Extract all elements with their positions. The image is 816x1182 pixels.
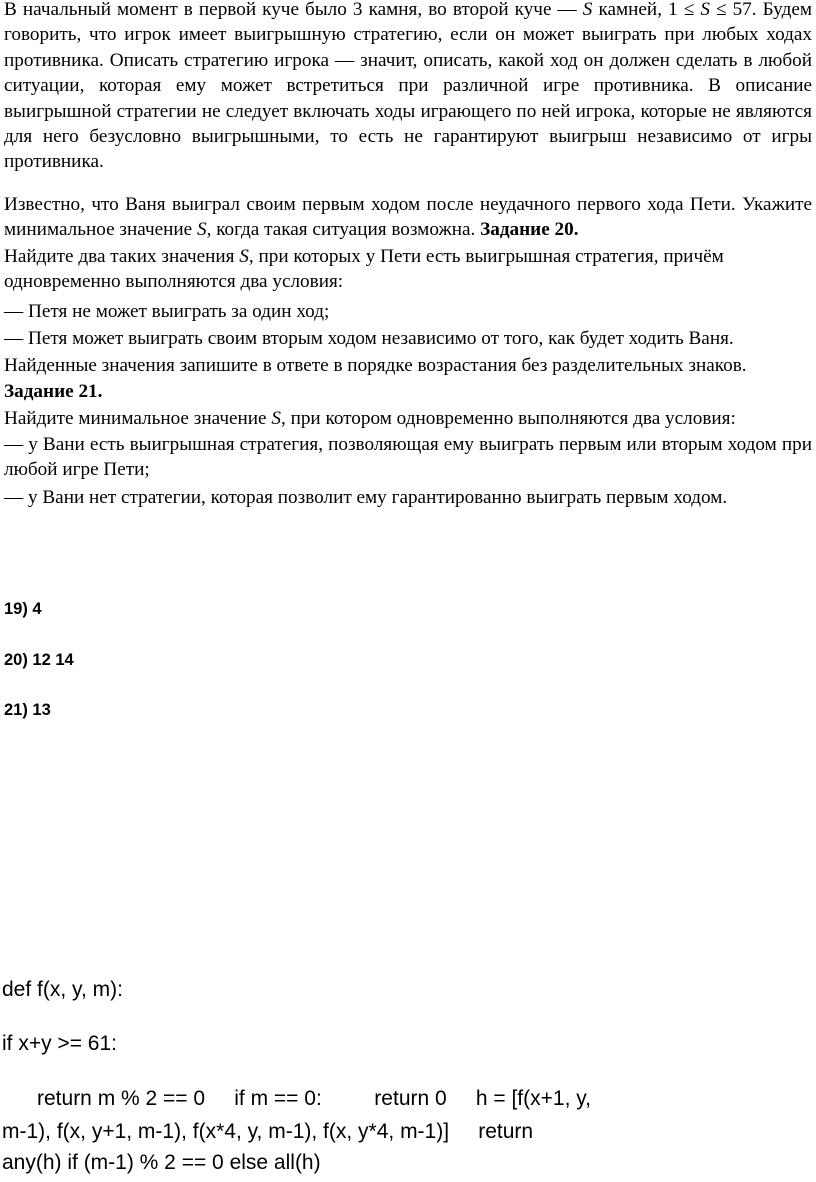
task-20-text-part-1: Найдите два таких значения [4,246,240,267]
task-20-condition-2: — Петя может выиграть своим вторым ходом независимо от того, как будет ходить Ваня. [4,328,734,349]
code-line-1: def f(x, y, m): [2,978,123,1001]
code-line-5: any(h) if (m-1) % 2 == 0 else all(h) [2,1151,321,1174]
code-line-3: return m % 2 == 0 if m == 0: return 0 h = [f(x+1, y, [2,1087,592,1110]
task-21-condition-1: — у Вани есть выигрышная стратегия, позволяющая ему выиграть первым или вторым ходом при любой игре Пети; [4,434,812,481]
task-20-heading: Задание 20. [480,219,579,241]
answer-21: 21) 13 [4,701,51,719]
task-20-text-part-2: , при которых у Пети есть выигрышная стратегия, причём одновременно выполняются два условия: [4,246,724,293]
variable-s: S [700,0,710,20]
task-21-text-part-2: , при котором одновременно выполняются два условия: [280,408,736,429]
task-19-text-part-2: , когда такая ситуация возможна. [206,219,481,241]
task-21-heading: Задание 21. [4,381,103,402]
answer-19: 19) 4 [4,600,42,618]
variable-s: S [197,219,207,241]
task-19-paragraph [4,192,812,243]
variable-s: S [271,408,281,429]
task-21-condition-2: — у Вани нет стратегии, которая позволит ему гарантированно выиграть первым ходом. [4,487,728,508]
intro-text-part-1: В начальный момент в первой куче было 3 камня, во второй куче — [4,0,583,20]
code-line-2: if x+y >= 61: [2,1032,117,1055]
intro-paragraph [4,0,812,175]
task-21-text-part-1: Найдите минимальное значение [4,408,272,429]
answer-20: 20) 12 14 [4,651,74,669]
task-20-paragraph [4,244,812,295]
intro-text-part-2: камней, 1 ≤ [592,0,701,20]
task-19-text-part-1: Известно, что Ваня выиграл своим первым ходом после неудачного первого хода Пети. Укажите минимальное значение [4,194,812,241]
variable-s: S [239,246,249,267]
intro-text-part-3: ≤ 57. Будем говорить, что игрок имеет выигрышную стратегию, если он может выиграть при любых ходах противника. Описать стратегию игрока — значит, описать, какой ход он должен сделать в любой ситуации, которая ему может встретиться при различной игре противника. В описание выигрышной стратегии не следует включать ходы играющего по ней игрока, которые не являются для него безусловно выигрышными, то есть не гарантируют выигрыш независимо от игры противника. [4,0,812,173]
task-21-paragraph [4,406,812,431]
task-20-order-note: Найденные значения запишите в ответе в порядке возрастания без разделительных знаков. [4,355,747,376]
variable-s: S [582,0,593,20]
task-20-condition-1: — Петя не может выиграть за один ход; [4,301,330,322]
code-line-4: m-1), f(x, y+1, m-1), f(x*4, y, m-1), f(x, y*4, m-1)] return [2,1120,534,1143]
